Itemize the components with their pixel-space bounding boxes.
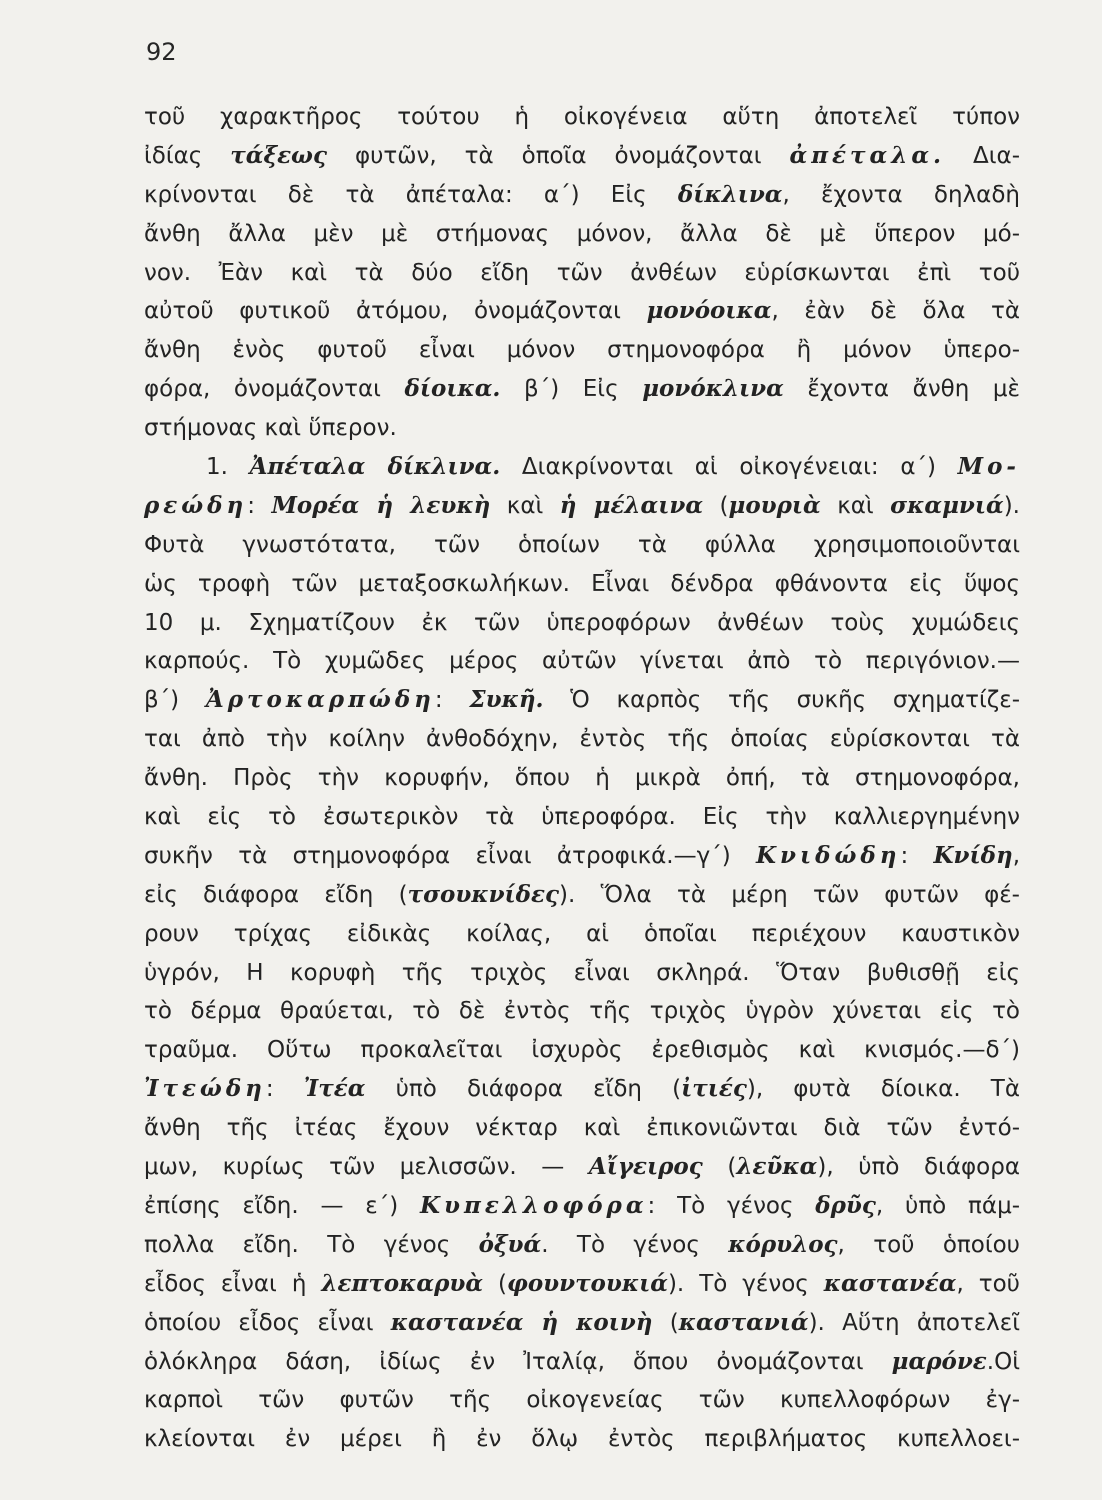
text-segment: καρποὶ τῶν φυτῶν τῆς οἰκογενείας τῶν κυπελλοφόρων ἐγ-	[144, 1387, 1020, 1414]
text-segment: , ἔχοντα δηλαδὴ	[782, 181, 1020, 208]
text-segment: ). Αὕτη ἀποτελεῖ	[808, 1309, 1021, 1336]
emphasized-term: Κνίδη	[933, 841, 1013, 869]
text-segment: , ἐὰν δὲ ὅλα τὰ	[771, 298, 1020, 325]
text-segment: καὶ εἰς τὸ ἐσωτερικὸν τὰ ὑπεροφόρα. Εἰς τὴν καλλιεργημένην	[144, 804, 1020, 831]
text-segment: , τοῦ ὁποίου	[837, 1231, 1020, 1258]
text-segment: ἄνθη τῆς ἰτέας ἔχουν νέκταρ καὶ ἐπικονιῶνται διὰ τῶν ἐντό-	[144, 1115, 1020, 1142]
text-segment: : Τὸ γένος	[647, 1192, 816, 1219]
emphasized-term: καστανέα ἡ κοινὴ	[390, 1308, 653, 1336]
emphasized-term: δίκλινα	[677, 180, 783, 208]
text-segment: ἰδίας	[144, 142, 231, 169]
text-segment: ).	[1003, 492, 1020, 519]
emphasized-term: μονόκλινα	[642, 375, 784, 403]
emphasized-term: ἡ μέλαινα	[559, 491, 704, 519]
text-segment: 10 μ. Σχηματίζουν ἐκ τῶν ὑπεροφόρων ἀνθέων τοὺς χυμώδεις	[144, 609, 1020, 636]
text-segment: νον. Ἐὰν καὶ τὰ δύο εἴδη τῶν ἀνθέων εὑρίσκωνται ἐπὶ τοῦ	[144, 259, 1020, 286]
text-line	[144, 215, 1020, 254]
text-segment: Διακρίνονται αἱ οἰκογένειαι: α΄)	[500, 454, 958, 481]
emphasized-term: Μορέα ἡ λευκὴ	[271, 491, 491, 519]
text-segment: πολλα εἴδη. Τὸ γένος	[144, 1231, 479, 1258]
emphasized-term: μουριὰ	[728, 491, 821, 519]
emphasized-term: λεῦκα	[736, 1153, 818, 1181]
text-segment: (	[652, 1309, 679, 1336]
text-segment: β΄) Εἰς	[500, 376, 643, 403]
text-segment: συκῆν τὰ στημονοφόρα εἶναι ἀτροφικά.—γ΄)	[144, 842, 757, 869]
text-segment: Δια-	[945, 142, 1020, 169]
text-segment: ὑγρόν, Η κορυφὴ τῆς τριχὸς εἶναι σκληρά. Ὅταν βυθισθῇ εἰς	[144, 959, 1020, 986]
text-line	[144, 331, 1020, 370]
text-segment: Φυτὰ γνωστότατα, τῶν ὁποίων τὰ φύλλα χρησιμοποιοῦνται	[144, 531, 1020, 558]
text-line	[144, 1031, 1020, 1070]
spaced-heading-term: Ἀρτοκαρπώδη	[205, 686, 435, 714]
text-segment: ἄνθη. Πρὸς τὴν κορυφήν, ὅπου ἡ μικρὰ ὀπή, τὰ στημονοφόρα,	[144, 765, 1020, 792]
text-segment: ρουν τρίχας εἰδικὰς κοίλας, αἱ ὁποῖαι περιέχουν καυστικὸν	[144, 920, 1020, 947]
text-line	[144, 681, 1020, 720]
text-segment: εἰς διάφορα εἴδη (	[144, 881, 408, 908]
text-segment: ἄνθη ἑνὸς φυτοῦ εἶναι μόνον στημονοφόρα ἢ μόνον ὑπερο-	[144, 337, 1020, 364]
text-segment: ἔχοντα ἄνθη μὲ	[783, 376, 1020, 403]
emphasized-term: καστανιά	[678, 1308, 809, 1336]
text-segment: (	[703, 492, 729, 519]
emphasized-term: τσουκνίδες	[407, 880, 559, 908]
text-segment: :	[265, 1076, 304, 1103]
spaced-heading-term: ρεώδη	[144, 491, 248, 519]
text-segment: ). Ὅλα τὰ μέρη τῶν φυτῶν φέ-	[559, 881, 1020, 908]
text-line	[144, 604, 1020, 643]
emphasized-term: Αἴγειρος	[588, 1153, 703, 1181]
text-segment: ται ἀπὸ τὴν κοίλην ἀνθοδόχην, ἐντὸς τῆς ὁποίας εὑρίσκονται τὰ	[144, 726, 1020, 753]
emphasized-term: κόρυλος	[728, 1230, 838, 1258]
text-segment: ὁλόκληρα δάση, ἰδίως ἐν Ἰταλίᾳ, ὅπου ὀνομάζονται	[144, 1348, 892, 1375]
text-line	[144, 409, 1020, 448]
text-segment: φυτῶν, τὰ ὁποῖα ὀνομάζονται	[326, 142, 790, 169]
text-line	[144, 720, 1020, 759]
text-segment: :	[247, 492, 272, 519]
emphasized-term: τάξεως	[230, 141, 327, 169]
emphasized-term: ἰτιές	[681, 1075, 747, 1103]
emphasized-term: Συκῆ.	[469, 686, 544, 714]
emphasized-term: λεπτοκαρυὰ	[321, 1269, 484, 1297]
emphasized-term: δίοικα.	[404, 375, 501, 403]
text-segment: κλείονται ἐν μέρει ἢ ἐν ὅλῳ ἐντὸς περιβλήματος κυπελλοει-	[144, 1426, 1020, 1453]
emphasized-term: Ἀπέταλα δίκλινα.	[249, 453, 501, 481]
text-line	[144, 370, 1020, 409]
text-segment: τοῦ χαρακτῆρος τούτου ἡ οἰκογένεια αὕτη ἀποτελεῖ τύπον	[144, 104, 1020, 130]
text-line	[144, 876, 1020, 915]
text-segment: (	[483, 1270, 508, 1297]
text-line	[144, 1070, 1020, 1109]
text-segment: καρπούς. Τὸ χυμῶδες μέρος αὐτῶν γίνεται ἀπὸ τὸ περιγόνιον.—	[144, 648, 1020, 675]
text-segment: τὸ δέρμα θραύεται, τὸ δὲ ἐντὸς τῆς τριχὸς ὑγρὸν χύνεται εἰς τὸ	[144, 998, 1020, 1025]
text-segment: αὐτοῦ φυτικοῦ ἀτόμου, ὀνομάζονται	[144, 298, 647, 325]
text-segment: :	[900, 842, 934, 869]
text-segment: ). Τὸ γένος	[667, 1270, 824, 1297]
emphasized-term: καστανέα	[823, 1269, 957, 1297]
text-line	[144, 98, 1020, 137]
text-segment: ), ὑπὸ διάφορα	[817, 1154, 1020, 1181]
text-segment: στήμονας καὶ ὕπερον.	[144, 415, 397, 442]
text-segment: , ὑπὸ πάμ-	[875, 1192, 1020, 1219]
text-segment: :	[434, 687, 470, 714]
text-segment: , τοῦ	[956, 1270, 1020, 1297]
text-line	[144, 448, 1020, 487]
text-line	[144, 759, 1020, 798]
spaced-heading-term: Κνιδώδη	[756, 841, 901, 869]
text-line	[144, 1226, 1020, 1265]
text-segment: εἶδος εἶναι ἡ	[144, 1270, 322, 1297]
text-segment: φόρα, ὀνομάζονται	[144, 376, 405, 403]
text-segment: μων, κυρίως τῶν μελισσῶν. —	[144, 1154, 589, 1181]
text-segment: καὶ	[820, 492, 891, 519]
emphasized-term: ὀξυά	[478, 1230, 542, 1258]
emphasized-term: φουντουκιά	[507, 1269, 668, 1297]
text-segment: καὶ	[490, 492, 560, 519]
text-line	[144, 837, 1020, 876]
text-segment: ἐπίσης εἴδη. — ε΄)	[144, 1192, 421, 1219]
text-segment: ), φυτὰ δίοικα. Τὰ	[746, 1076, 1021, 1103]
emphasized-term: μονόοικα	[646, 297, 772, 325]
page-number: 92	[146, 38, 177, 66]
text-line	[144, 565, 1020, 604]
text-segment: ἄνθη ἄλλα μὲν μὲ στήμονας μόνον, ἄλλα δὲ μὲ ὕπερον μό-	[144, 220, 1020, 247]
text-line	[144, 1381, 1020, 1420]
text-line	[144, 642, 1020, 681]
text-segment: (	[702, 1154, 737, 1181]
text-line	[144, 176, 1020, 215]
emphasized-term: Ἰτέα	[303, 1075, 366, 1103]
text-line	[144, 1265, 1020, 1304]
text-line	[144, 915, 1020, 954]
emphasized-term: δρῦς	[815, 1191, 876, 1219]
text-segment: ὡς τροφὴ τῶν μεταξοσκωλήκων. Εἶναι δένδρα φθάνοντα εἰς ὕψος	[144, 570, 1020, 597]
text-line	[144, 526, 1020, 565]
emphasized-term: μαρόνε	[891, 1347, 987, 1375]
spaced-heading-term: Κυπελλοφόρα	[420, 1191, 648, 1219]
text-line	[144, 798, 1020, 837]
text-segment: Ὁ καρπὸς τῆς συκῆς σχηματίζε-	[543, 687, 1021, 714]
text-segment: β΄)	[144, 687, 206, 714]
text-line	[144, 1420, 1020, 1459]
text-line	[144, 1109, 1020, 1148]
text-line	[144, 1187, 1020, 1226]
text-line	[144, 992, 1020, 1031]
text-segment: 1.	[206, 454, 250, 481]
emphasized-term: σκαμνιά	[890, 491, 1004, 519]
text-segment: κρίνονται δὲ τὰ ἀπέταλα: α΄) Εἰς	[144, 181, 678, 208]
text-line	[144, 292, 1020, 331]
text-segment: .Οἱ	[986, 1348, 1020, 1375]
body-text	[144, 98, 1020, 1459]
text-segment: ὁποίου εἶδος εἶναι	[144, 1309, 391, 1336]
text-line	[144, 954, 1020, 993]
text-segment: τραῦμα. Οὕτω προκαλεῖται ἰσχυρὸς ἐρεθισμὸς καὶ κνισμός.—δ΄)	[144, 1037, 1020, 1064]
text-segment: . Τὸ γένος	[541, 1231, 729, 1258]
text-line	[144, 1304, 1020, 1343]
text-segment: ,	[1012, 842, 1021, 869]
text-line	[144, 254, 1020, 293]
text-line	[144, 137, 1020, 176]
spaced-heading-term: Μο-	[957, 453, 1020, 481]
text-line	[144, 1343, 1020, 1382]
text-line	[144, 1148, 1020, 1187]
spaced-heading-term: ἀπέταλα.	[789, 141, 946, 169]
spaced-heading-term: Ἰτεώδη	[144, 1075, 266, 1103]
text-segment: ὑπὸ διάφορα εἴδη (	[365, 1076, 682, 1103]
text-line	[144, 487, 1020, 526]
